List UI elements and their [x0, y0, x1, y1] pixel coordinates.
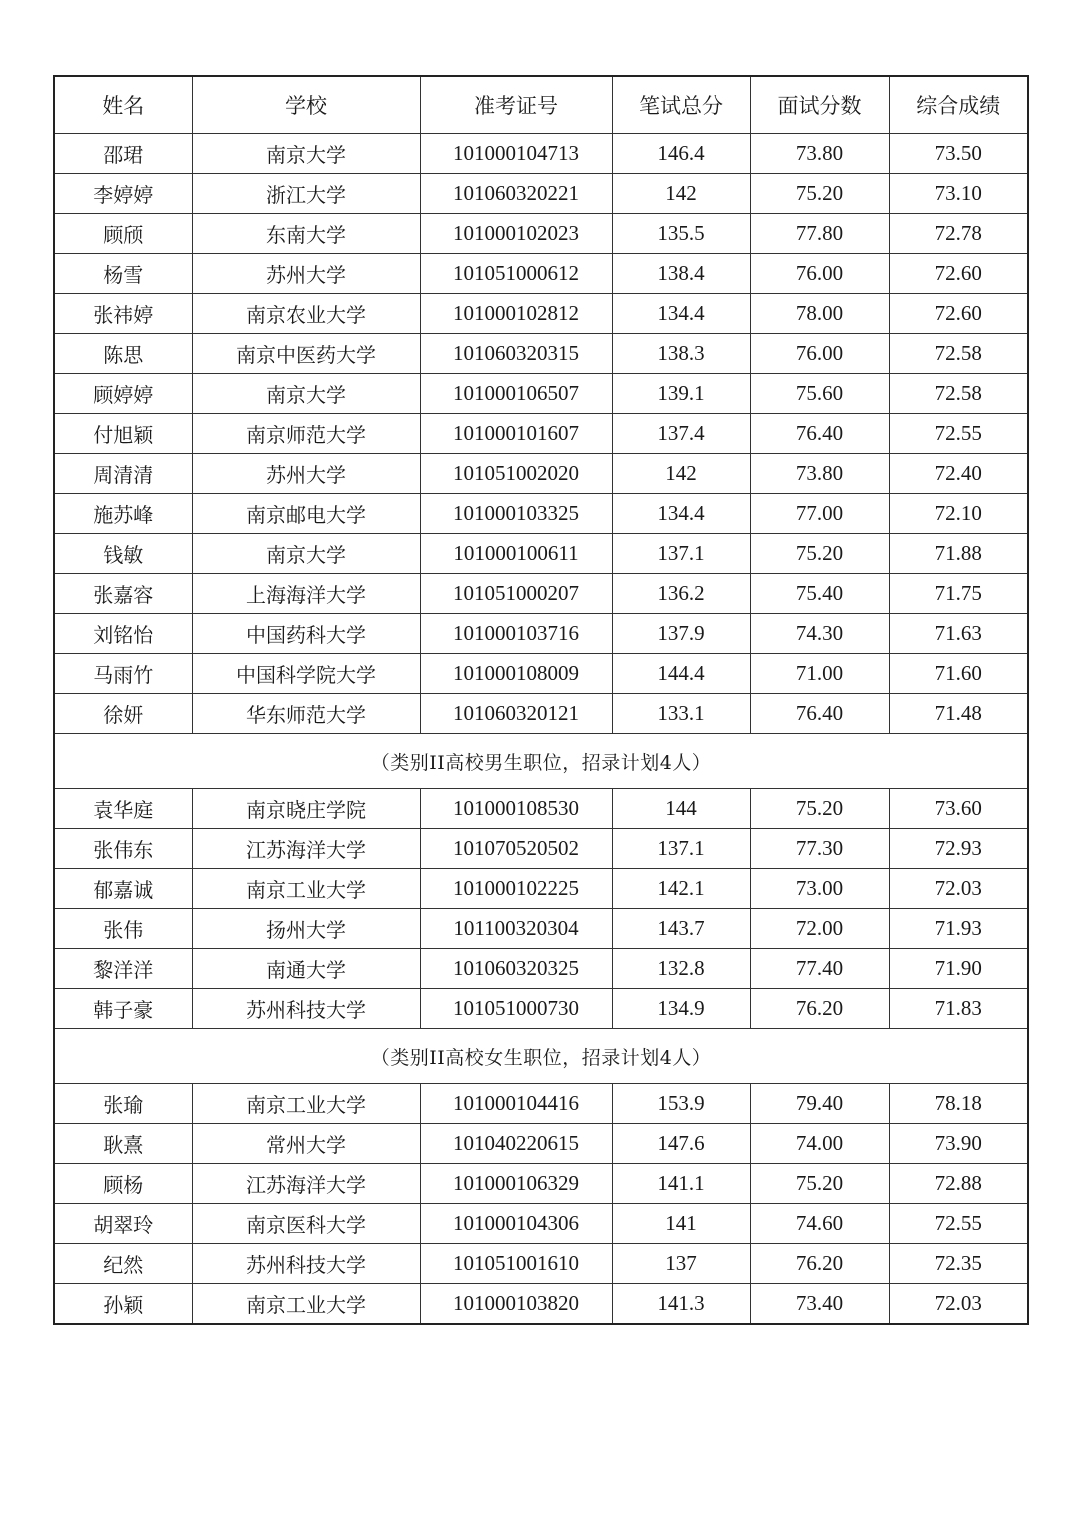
cell-school: 南京师范大学 — [192, 414, 420, 454]
cell-name: 胡翠玲 — [54, 1204, 192, 1244]
cell-school: 苏州科技大学 — [192, 989, 420, 1029]
cell-total-score: 71.93 — [889, 909, 1028, 949]
cell-exam-id: 101000100611 — [420, 534, 612, 574]
cell-name: 顾杨 — [54, 1164, 192, 1204]
section-row — [54, 734, 1028, 789]
table-row — [54, 1244, 1028, 1284]
cell-total-score: 72.88 — [889, 1164, 1028, 1204]
cell-interview-score: 75.20 — [750, 789, 889, 829]
cell-written-score: 141.3 — [612, 1284, 750, 1325]
cell-total-score: 72.58 — [889, 334, 1028, 374]
cell-name: 邵珺 — [54, 134, 192, 174]
cell-total-score: 71.75 — [889, 574, 1028, 614]
cell-exam-id: 101000108530 — [420, 789, 612, 829]
cell-name: 郁嘉诚 — [54, 869, 192, 909]
cell-interview-score: 76.20 — [750, 1244, 889, 1284]
cell-school: 南京医科大学 — [192, 1204, 420, 1244]
table-row — [54, 989, 1028, 1029]
cell-written-score: 153.9 — [612, 1084, 750, 1124]
cell-interview-score: 71.00 — [750, 654, 889, 694]
cell-written-score: 142.1 — [612, 869, 750, 909]
cell-written-score: 135.5 — [612, 214, 750, 254]
cell-total-score: 72.60 — [889, 294, 1028, 334]
cell-interview-score: 76.00 — [750, 254, 889, 294]
cell-name: 陈思 — [54, 334, 192, 374]
cell-total-score: 71.83 — [889, 989, 1028, 1029]
header-row — [54, 76, 1028, 134]
cell-interview-score: 73.80 — [750, 134, 889, 174]
cell-school: 南京农业大学 — [192, 294, 420, 334]
cell-name: 钱敏 — [54, 534, 192, 574]
cell-exam-id: 101000104306 — [420, 1204, 612, 1244]
cell-total-score: 72.03 — [889, 869, 1028, 909]
cell-exam-id: 101000103325 — [420, 494, 612, 534]
cell-total-score: 78.18 — [889, 1084, 1028, 1124]
table-row — [54, 949, 1028, 989]
cell-exam-id: 101060320315 — [420, 334, 612, 374]
cell-total-score: 71.88 — [889, 534, 1028, 574]
cell-written-score: 137.4 — [612, 414, 750, 454]
cell-school: 南京晓庄学院 — [192, 789, 420, 829]
cell-interview-score: 76.40 — [750, 414, 889, 454]
header-name: 姓名 — [54, 76, 192, 134]
cell-total-score: 71.60 — [889, 654, 1028, 694]
cell-school: 南京工业大学 — [192, 1084, 420, 1124]
cell-name: 顾婷婷 — [54, 374, 192, 414]
cell-interview-score: 72.00 — [750, 909, 889, 949]
cell-interview-score: 77.40 — [750, 949, 889, 989]
cell-exam-id: 101000102225 — [420, 869, 612, 909]
cell-name: 施苏峰 — [54, 494, 192, 534]
table-row — [54, 254, 1028, 294]
cell-exam-id: 101100320304 — [420, 909, 612, 949]
cell-interview-score: 75.60 — [750, 374, 889, 414]
cell-school: 南京工业大学 — [192, 869, 420, 909]
header-total-score: 综合成绩 — [889, 76, 1028, 134]
cell-name: 李婷婷 — [54, 174, 192, 214]
cell-total-score: 73.50 — [889, 134, 1028, 174]
cell-interview-score: 76.40 — [750, 694, 889, 734]
cell-school: 江苏海洋大学 — [192, 1164, 420, 1204]
cell-written-score: 141.1 — [612, 1164, 750, 1204]
table-row — [54, 829, 1028, 869]
cell-school: 中国科学院大学 — [192, 654, 420, 694]
cell-interview-score: 74.00 — [750, 1124, 889, 1164]
cell-school: 东南大学 — [192, 214, 420, 254]
cell-name: 张伟东 — [54, 829, 192, 869]
cell-written-score: 137.1 — [612, 534, 750, 574]
cell-interview-score: 75.20 — [750, 1164, 889, 1204]
section-title: （类别II高校男生职位，招录计划4人） — [54, 734, 1028, 789]
cell-interview-score: 74.60 — [750, 1204, 889, 1244]
cell-interview-score: 77.30 — [750, 829, 889, 869]
cell-written-score: 132.8 — [612, 949, 750, 989]
cell-school: 浙江大学 — [192, 174, 420, 214]
cell-school: 苏州大学 — [192, 454, 420, 494]
cell-name: 袁华庭 — [54, 789, 192, 829]
cell-school: 江苏海洋大学 — [192, 829, 420, 869]
header-interview-score: 面试分数 — [750, 76, 889, 134]
table-row — [54, 134, 1028, 174]
cell-exam-id: 101051001610 — [420, 1244, 612, 1284]
cell-exam-id: 101040220615 — [420, 1124, 612, 1164]
section-title: （类别II高校女生职位，招录计划4人） — [54, 1029, 1028, 1084]
table-row — [54, 414, 1028, 454]
cell-name: 张瑜 — [54, 1084, 192, 1124]
cell-exam-id: 101051000730 — [420, 989, 612, 1029]
cell-exam-id: 101060320325 — [420, 949, 612, 989]
cell-interview-score: 76.20 — [750, 989, 889, 1029]
cell-name: 付旭颖 — [54, 414, 192, 454]
cell-school: 上海海洋大学 — [192, 574, 420, 614]
cell-interview-score: 77.80 — [750, 214, 889, 254]
cell-written-score: 141 — [612, 1204, 750, 1244]
cell-interview-score: 77.00 — [750, 494, 889, 534]
cell-written-score: 137 — [612, 1244, 750, 1284]
cell-exam-id: 101000101607 — [420, 414, 612, 454]
cell-school: 苏州大学 — [192, 254, 420, 294]
table-row — [54, 1284, 1028, 1325]
table-row — [54, 1164, 1028, 1204]
cell-school: 华东师范大学 — [192, 694, 420, 734]
cell-name: 韩子豪 — [54, 989, 192, 1029]
cell-interview-score: 73.00 — [750, 869, 889, 909]
cell-school: 南京工业大学 — [192, 1284, 420, 1325]
cell-school: 苏州科技大学 — [192, 1244, 420, 1284]
header-school: 学校 — [192, 76, 420, 134]
cell-exam-id: 101000102023 — [420, 214, 612, 254]
cell-exam-id: 101000108009 — [420, 654, 612, 694]
cell-exam-id: 101051002020 — [420, 454, 612, 494]
cell-total-score: 71.90 — [889, 949, 1028, 989]
header-written-score: 笔试总分 — [612, 76, 750, 134]
cell-total-score: 72.40 — [889, 454, 1028, 494]
table-row — [54, 654, 1028, 694]
cell-written-score: 137.1 — [612, 829, 750, 869]
cell-exam-id: 101000106507 — [420, 374, 612, 414]
cell-name: 马雨竹 — [54, 654, 192, 694]
cell-total-score: 72.78 — [889, 214, 1028, 254]
cell-written-score: 139.1 — [612, 374, 750, 414]
cell-school: 南京中医药大学 — [192, 334, 420, 374]
cell-total-score: 73.90 — [889, 1124, 1028, 1164]
cell-school: 扬州大学 — [192, 909, 420, 949]
table-row — [54, 494, 1028, 534]
cell-school: 中国药科大学 — [192, 614, 420, 654]
table-row — [54, 1204, 1028, 1244]
section-row — [54, 1029, 1028, 1084]
cell-exam-id: 101051000612 — [420, 254, 612, 294]
cell-interview-score: 76.00 — [750, 334, 889, 374]
score-table — [53, 75, 1029, 1325]
cell-written-score: 143.7 — [612, 909, 750, 949]
cell-total-score: 72.93 — [889, 829, 1028, 869]
table-row — [54, 1084, 1028, 1124]
table-row — [54, 174, 1028, 214]
cell-total-score: 72.35 — [889, 1244, 1028, 1284]
cell-name: 耿熹 — [54, 1124, 192, 1164]
cell-interview-score: 75.20 — [750, 534, 889, 574]
cell-total-score: 72.58 — [889, 374, 1028, 414]
cell-written-score: 133.1 — [612, 694, 750, 734]
cell-written-score: 134.4 — [612, 494, 750, 534]
cell-written-score: 138.4 — [612, 254, 750, 294]
cell-written-score: 137.9 — [612, 614, 750, 654]
table-row — [54, 374, 1028, 414]
cell-exam-id: 101000103820 — [420, 1284, 612, 1325]
cell-exam-id: 101060320221 — [420, 174, 612, 214]
cell-school: 常州大学 — [192, 1124, 420, 1164]
cell-interview-score: 73.80 — [750, 454, 889, 494]
cell-total-score: 72.60 — [889, 254, 1028, 294]
cell-written-score: 144 — [612, 789, 750, 829]
cell-total-score: 73.60 — [889, 789, 1028, 829]
header-exam-id: 准考证号 — [420, 76, 612, 134]
cell-name: 黎洋洋 — [54, 949, 192, 989]
cell-interview-score: 75.20 — [750, 174, 889, 214]
cell-written-score: 147.6 — [612, 1124, 750, 1164]
cell-name: 刘铭怡 — [54, 614, 192, 654]
cell-interview-score: 78.00 — [750, 294, 889, 334]
cell-total-score: 72.55 — [889, 1204, 1028, 1244]
cell-written-score: 146.4 — [612, 134, 750, 174]
cell-interview-score: 79.40 — [750, 1084, 889, 1124]
cell-exam-id: 101000106329 — [420, 1164, 612, 1204]
table-row — [54, 789, 1028, 829]
cell-name: 顾颀 — [54, 214, 192, 254]
cell-exam-id: 101000103716 — [420, 614, 612, 654]
cell-interview-score: 75.40 — [750, 574, 889, 614]
cell-total-score: 72.03 — [889, 1284, 1028, 1325]
cell-total-score: 73.10 — [889, 174, 1028, 214]
table-row — [54, 454, 1028, 494]
cell-name: 张嘉容 — [54, 574, 192, 614]
cell-name: 杨雪 — [54, 254, 192, 294]
cell-school: 南京大学 — [192, 374, 420, 414]
cell-written-score: 144.4 — [612, 654, 750, 694]
cell-name: 张祎婷 — [54, 294, 192, 334]
cell-written-score: 138.3 — [612, 334, 750, 374]
table-row — [54, 694, 1028, 734]
cell-written-score: 134.9 — [612, 989, 750, 1029]
cell-total-score: 71.63 — [889, 614, 1028, 654]
table-row — [54, 909, 1028, 949]
table-row — [54, 534, 1028, 574]
cell-total-score: 71.48 — [889, 694, 1028, 734]
cell-school: 南京大学 — [192, 134, 420, 174]
cell-total-score: 72.10 — [889, 494, 1028, 534]
cell-exam-id: 101000104416 — [420, 1084, 612, 1124]
cell-interview-score: 74.30 — [750, 614, 889, 654]
cell-name: 张伟 — [54, 909, 192, 949]
cell-exam-id: 101000102812 — [420, 294, 612, 334]
cell-exam-id: 101060320121 — [420, 694, 612, 734]
cell-written-score: 134.4 — [612, 294, 750, 334]
table-row — [54, 574, 1028, 614]
cell-school: 南京邮电大学 — [192, 494, 420, 534]
table-row — [54, 294, 1028, 334]
table-row — [54, 334, 1028, 374]
cell-interview-score: 73.40 — [750, 1284, 889, 1325]
cell-exam-id: 101070520502 — [420, 829, 612, 869]
cell-name: 周清清 — [54, 454, 192, 494]
cell-school: 南通大学 — [192, 949, 420, 989]
cell-written-score: 142 — [612, 174, 750, 214]
cell-exam-id: 101000104713 — [420, 134, 612, 174]
table-row — [54, 214, 1028, 254]
cell-school: 南京大学 — [192, 534, 420, 574]
table-body — [54, 134, 1028, 1325]
cell-written-score: 136.2 — [612, 574, 750, 614]
cell-written-score: 142 — [612, 454, 750, 494]
cell-name: 孙颖 — [54, 1284, 192, 1325]
table-row — [54, 869, 1028, 909]
cell-name: 徐妍 — [54, 694, 192, 734]
table-row — [54, 614, 1028, 654]
table-row — [54, 1124, 1028, 1164]
cell-name: 纪然 — [54, 1244, 192, 1284]
cell-exam-id: 101051000207 — [420, 574, 612, 614]
cell-total-score: 72.55 — [889, 414, 1028, 454]
